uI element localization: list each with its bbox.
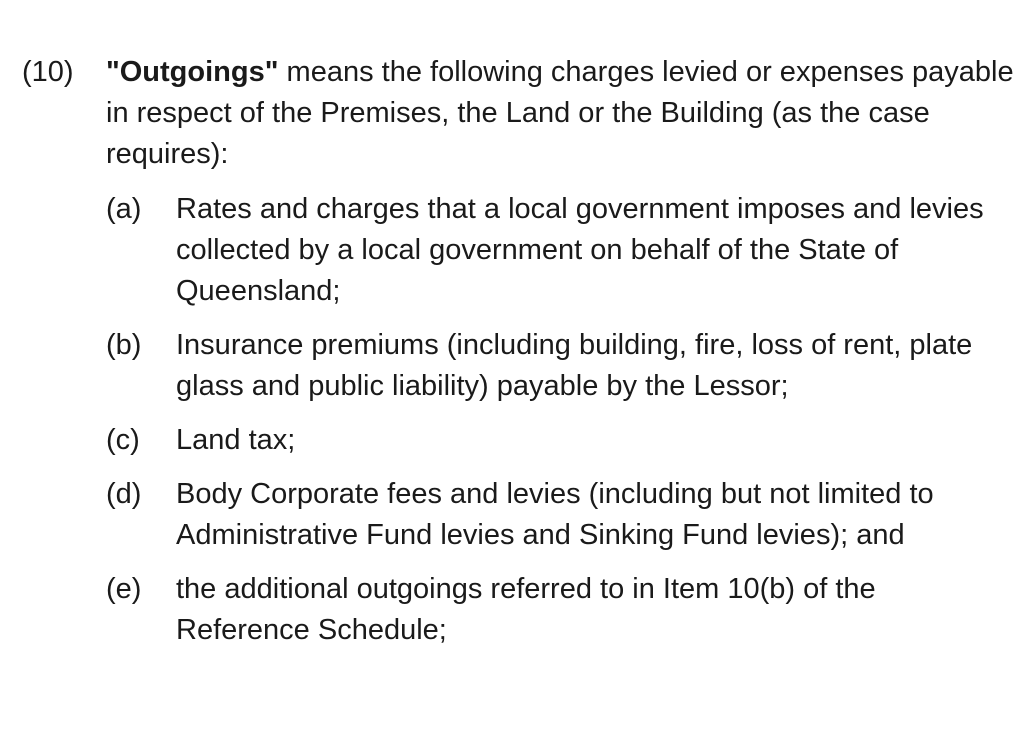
sub-item-list [106,189,1022,651]
definition-clause [22,52,1022,664]
list-item-text: the additional outgoings referred to in Item 10(b) of the Reference Schedule; [176,573,876,646]
list-item-text: Insurance premiums (including building, fire, loss of rent, plate glass and public liability) payable by the Lessor; [176,329,973,402]
list-item-text: Body Corporate fees and levies (including but not limited to Administrative Fund levies and Sinking Fund levies); and [176,478,934,551]
list-item-text: Land tax; [176,424,296,456]
list-item [106,569,1022,651]
list-item [106,420,1022,461]
list-item [106,325,1022,407]
list-item [106,189,1022,312]
clause-definition [106,52,1020,175]
defined-term: "Outgoings" [106,56,279,88]
list-item-label: (d) [106,478,142,510]
definition-text: means the following charges levied or expenses payable in respect of the Premises, the Land or the Building (as the case requires): [106,56,1014,170]
list-item [106,474,1022,556]
list-item-label: (c) [106,424,140,456]
list-item-label: (e) [106,573,142,605]
clause-number: (10) [22,56,74,88]
list-item-label: (b) [106,329,142,361]
list-item-label: (a) [106,193,142,225]
list-item-text: Rates and charges that a local government imposes and levies collected by a local government on behalf of the State of Queensland; [176,193,984,307]
clause-heading [22,52,1022,175]
